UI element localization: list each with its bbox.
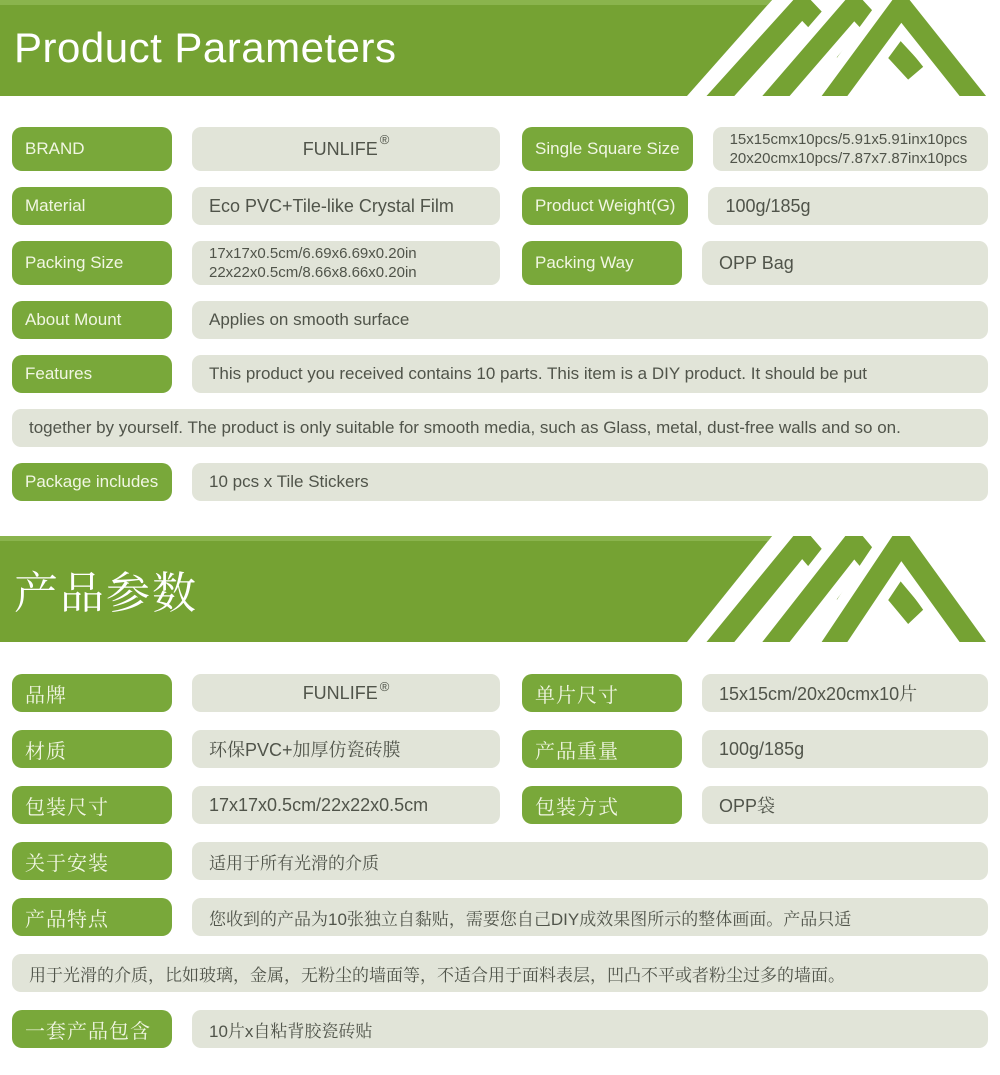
row-features-zh bbox=[0, 898, 1000, 936]
value-features-continuation: together by yourself. The product is only suitable for smooth media, such as Glass, metal, dust-free walls and so on. bbox=[12, 409, 988, 447]
value-packing-way: OPP Bag bbox=[702, 241, 988, 285]
value-package-includes-zh: 10片x自粘背胶瓷砖贴 bbox=[192, 1010, 988, 1048]
value-packing-size: 17x17x0.5cm/6.69x6.69x0.20in 22x22x0.5cm/8.66x8.66x0.20in bbox=[192, 241, 500, 285]
value-features-zh: 您收到的产品为10张独立自黏贴，需要您自己DIY成效果图所示的整体画面。产品只适 bbox=[192, 898, 988, 936]
row-features bbox=[0, 355, 1000, 393]
label-about-mount: About Mount bbox=[12, 301, 172, 339]
value-product-weight: 100g/185g bbox=[708, 187, 988, 225]
label-single-size-zh: 单片尺寸 bbox=[522, 674, 682, 712]
label-product-weight: Product Weight(G) bbox=[522, 187, 688, 225]
label-package-includes-zh: 一套产品包含 bbox=[12, 1010, 172, 1048]
section-title-zh: 产品参数 bbox=[14, 569, 198, 618]
value-single-square-size: 15x15cmx10pcs/5.91x5.91inx10pcs 20x20cmx10pcs/7.87x7.87inx10pcs bbox=[713, 127, 988, 171]
row-package-includes-zh bbox=[0, 1010, 1000, 1048]
row-brand-size-zh bbox=[0, 674, 1000, 712]
mountain-logo-icon bbox=[688, 0, 1000, 96]
section-banner-en bbox=[0, 0, 1000, 96]
label-packing-size: Packing Size bbox=[12, 241, 172, 285]
value-packing-size-zh: 17x17x0.5cm/22x22x0.5cm bbox=[192, 786, 500, 824]
label-brand-zh: 品牌 bbox=[12, 674, 172, 712]
label-weight-zh: 产品重量 bbox=[522, 730, 682, 768]
value-about-mount: Applies on smooth surface bbox=[192, 301, 988, 339]
row-packing-zh bbox=[0, 786, 1000, 824]
label-packing-size-zh: 包装尺寸 bbox=[12, 786, 172, 824]
parameters-en bbox=[0, 127, 1000, 501]
row-brand-size bbox=[0, 127, 1000, 171]
registered-mark: ® bbox=[379, 679, 390, 694]
label-packing-way-zh: 包装方式 bbox=[522, 786, 682, 824]
label-material: Material bbox=[12, 187, 172, 225]
value-features: This product you received contains 10 parts. This item is a DIY product. It should be put bbox=[192, 355, 988, 393]
row-material-weight-zh bbox=[0, 730, 1000, 768]
row-features-continuation bbox=[0, 409, 1000, 447]
label-brand: BRAND bbox=[12, 127, 172, 171]
value-material: Eco PVC+Tile-like Crystal Film bbox=[192, 187, 500, 225]
value-package-includes: 10 pcs x Tile Stickers bbox=[192, 463, 988, 501]
row-about-mount-zh bbox=[0, 842, 1000, 880]
row-material-weight bbox=[0, 187, 1000, 225]
mountain-logo-icon bbox=[688, 536, 1000, 642]
registered-mark: ® bbox=[379, 132, 390, 147]
row-features-continuation-zh bbox=[0, 954, 1000, 992]
section-banner-zh bbox=[0, 536, 1000, 642]
value-packing-way-zh: OPP袋 bbox=[702, 786, 988, 824]
value-brand: FUNLIFE ® bbox=[192, 127, 500, 171]
label-features-zh: 产品特点 bbox=[12, 898, 172, 936]
label-features: Features bbox=[12, 355, 172, 393]
parameters-zh bbox=[0, 674, 1000, 1048]
label-single-square-size: Single Square Size bbox=[522, 127, 693, 171]
value-material-zh: 环保PVC+加厚仿瓷砖膜 bbox=[192, 730, 500, 768]
section-title-en: Product Parameters bbox=[14, 24, 397, 71]
row-packing bbox=[0, 241, 1000, 285]
value-brand-zh: FUNLIFE ® bbox=[192, 674, 500, 712]
label-packing-way: Packing Way bbox=[522, 241, 682, 285]
value-about-mount-zh: 适用于所有光滑的介质 bbox=[192, 842, 988, 880]
row-about-mount bbox=[0, 301, 1000, 339]
value-features-continuation-zh: 用于光滑的介质，比如玻璃，金属，无粉尘的墙面等，不适合用于面料表层，凹凸不平或者粉尘过多的墙面。 bbox=[12, 954, 988, 992]
row-package-includes bbox=[0, 463, 1000, 501]
value-single-size-zh: 15x15cm/20x20cmx10片 bbox=[702, 674, 988, 712]
label-material-zh: 材质 bbox=[12, 730, 172, 768]
label-about-mount-zh: 关于安装 bbox=[12, 842, 172, 880]
value-weight-zh: 100g/185g bbox=[702, 730, 988, 768]
label-package-includes: Package includes bbox=[12, 463, 172, 501]
